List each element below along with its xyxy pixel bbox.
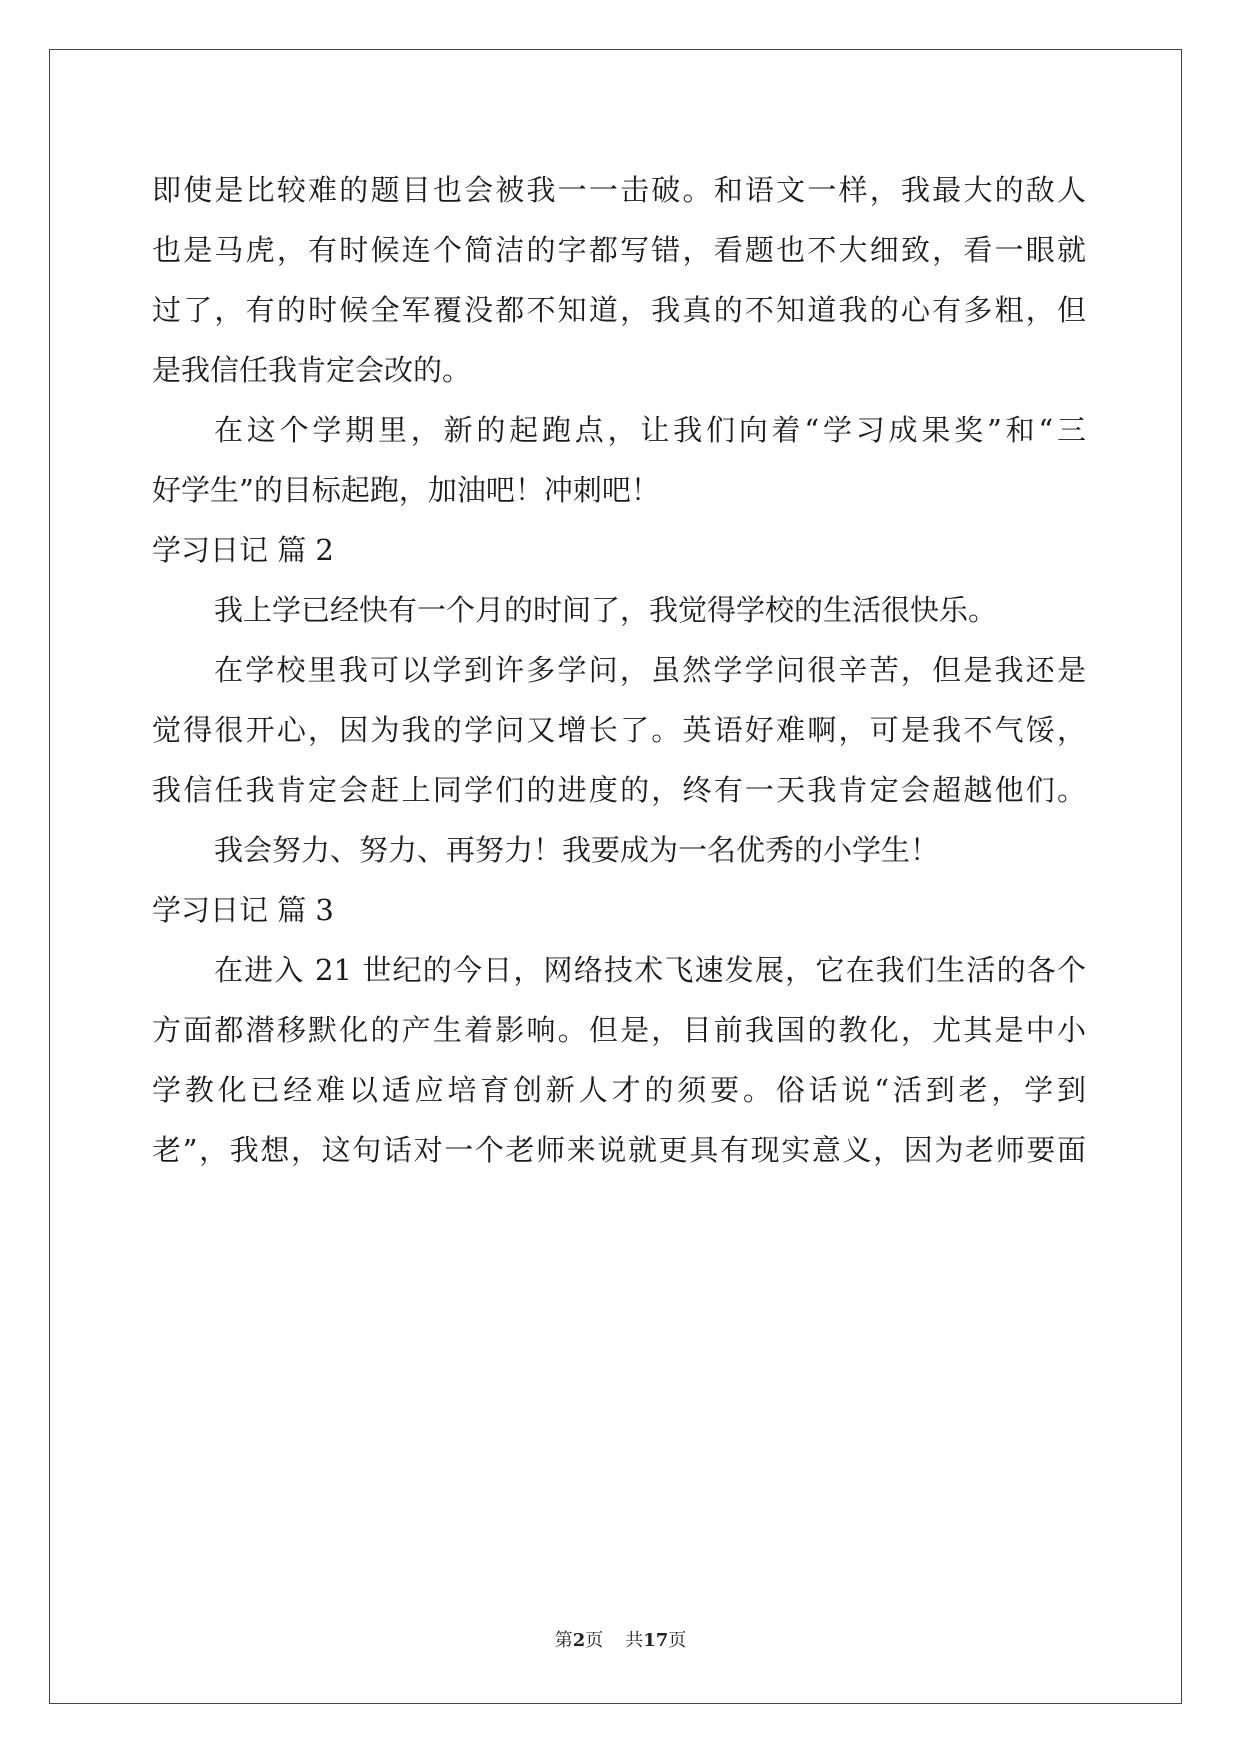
total-page-count: 17 [643,1630,669,1651]
total-label-suffix: 页 [668,1630,687,1651]
total-label-prefix: 共 [625,1630,644,1651]
paragraph-line: 我上学已经快有一个月的时间了，我觉得学校的生活很快乐。 [214,593,998,627]
paragraph-line: 也是马虎，有时候连个简洁的字都写错，看题也不大细致，看一眼就 [152,233,1086,267]
paragraph-line: 我信任我肯定会赶上同学们的进度的，终有一天我肯定会超越他们。 [152,773,1086,807]
section-heading: 学习日记 篇 2 [152,533,334,567]
paragraph-line: 即使是比较难的题目也会被我一一击破。和语文一样，我最大的敌人 [152,173,1086,207]
page-footer [0,1626,1241,1652]
page-label-prefix: 第 [554,1630,573,1651]
paragraph-line: 方面都潜移默化的产生着影响。但是，目前我国的教化，尤其是中小 [152,1013,1086,1047]
paragraph-line: 我会努力、努力、再努力！我要成为一名优秀的小学生！ [214,833,940,867]
paragraph-line: 觉得很开心，因为我的学问又增长了。英语好难啊，可是我不气馁， [152,713,1086,747]
paragraph-line: 在学校里我可以学到许多学问，虽然学学问很辛苦，但是我还是 [214,653,1086,687]
paragraph-line: 老”，我想，这句话对一个老师来说就更具有现实意义，因为老师要面 [152,1133,1086,1167]
paragraph-line: 在进入 21 世纪的今日，网络技术飞速发展，它在我们生活的各个 [214,953,1086,987]
section-heading: 学习日记 篇 3 [152,893,334,927]
current-page-number: 2 [572,1630,586,1651]
paragraph-line: 学教化已经难以适应培育创新人才的须要。俗话说“活到老，学到 [152,1073,1086,1107]
document-body [152,160,1086,1180]
paragraph-line: 好学生”的目标起跑，加油吧！冲刺吧！ [152,473,660,507]
paragraph-line: 过了，有的时候全军覆没都不知道，我真的不知道我的心有多粗，但 [152,293,1086,327]
page-label-suffix: 页 [585,1630,604,1651]
paragraph-line: 在这个学期里，新的起跑点，让我们向着“学习成果奖”和“三 [214,413,1086,447]
paragraph-line: 是我信任我肯定会改的。 [152,353,472,387]
